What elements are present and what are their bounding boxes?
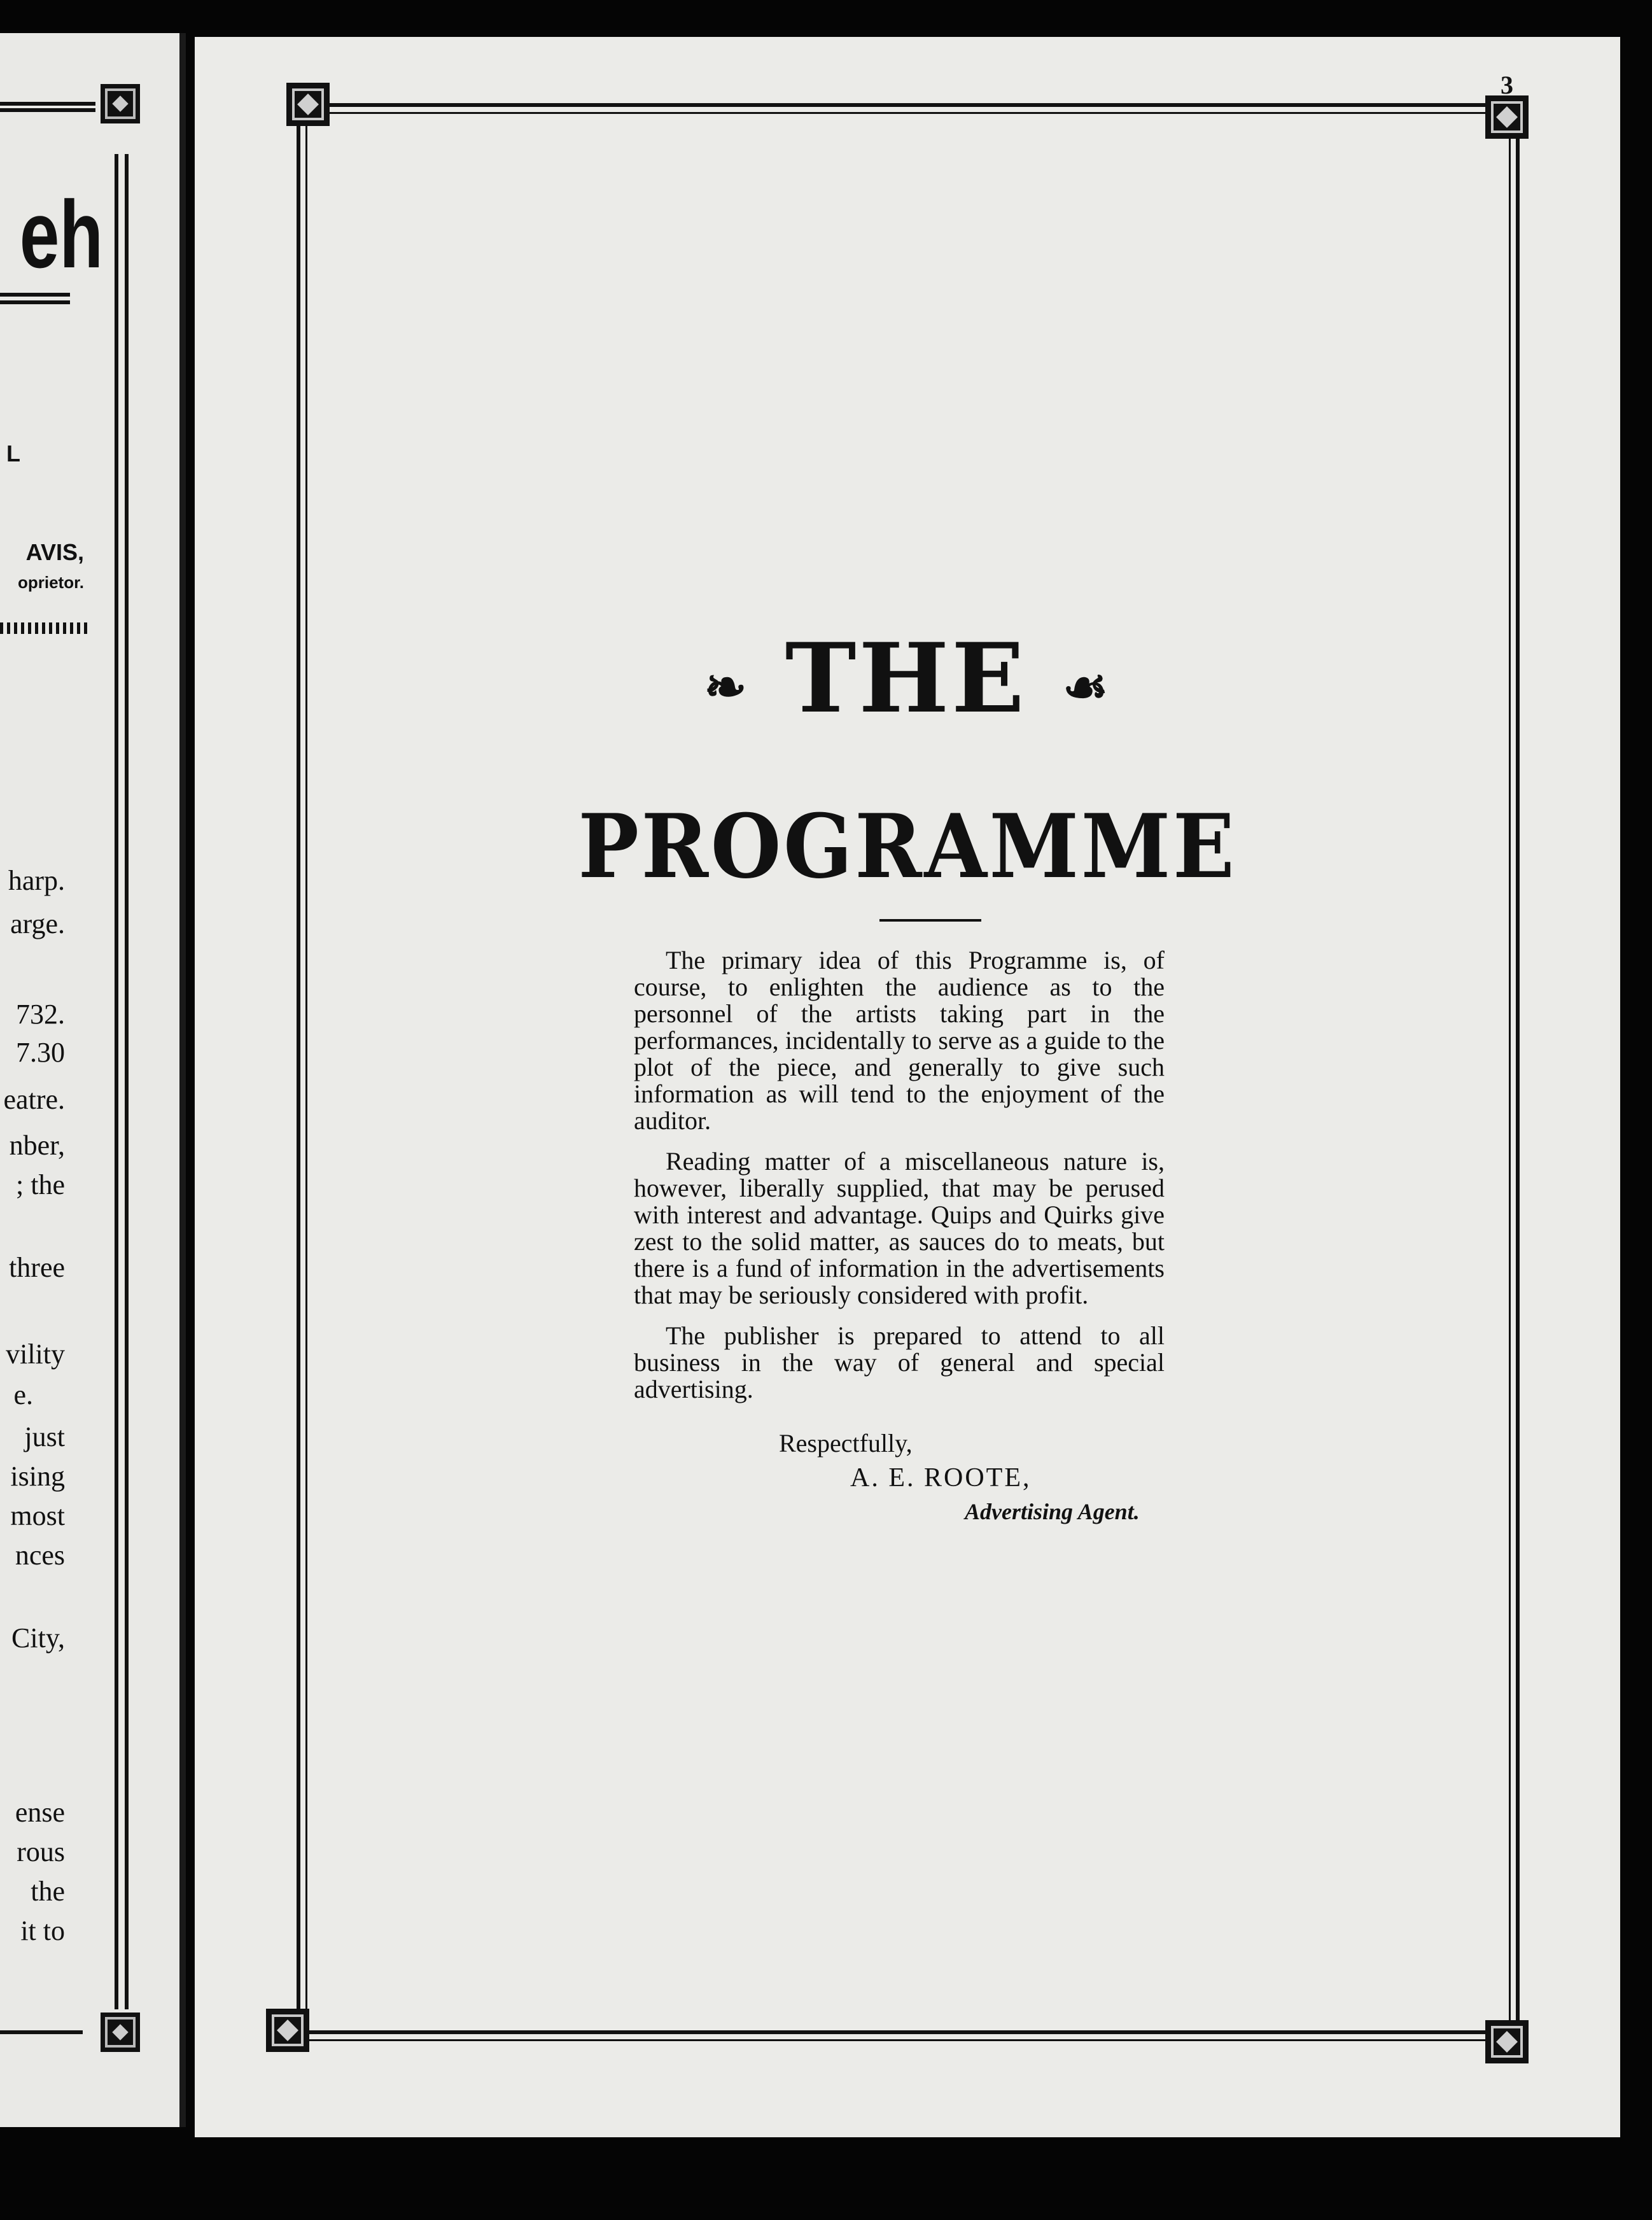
fragment-text: ising — [10, 1461, 65, 1492]
fragment-text: harp. — [8, 865, 65, 896]
fragment-text: 7.30 — [16, 1037, 65, 1068]
title-line-1 — [195, 622, 1620, 734]
fragment-text: ; the — [16, 1169, 65, 1200]
title-programme: PROGRAMME — [578, 794, 1237, 898]
previous-page-fragment — [0, 33, 186, 2127]
frame-rule-right — [125, 154, 129, 2009]
corner-ornament — [101, 2013, 140, 2052]
fragment-text: just — [24, 1421, 65, 1452]
frame-rule-left — [297, 126, 300, 2035]
corner-ornament — [266, 2009, 309, 2052]
fragment-text: 732. — [16, 999, 65, 1030]
title-divider — [879, 919, 981, 922]
fragment-text: vility — [6, 1338, 65, 1370]
fragment-text: three — [9, 1252, 65, 1283]
corner-ornament — [286, 83, 330, 126]
heading-underline — [0, 293, 70, 297]
fragment-text: arge. — [10, 908, 65, 939]
frame-rule-top — [307, 103, 1508, 107]
frame-rule-right — [1516, 126, 1520, 2035]
fragment-text: the — [31, 1876, 65, 1907]
paragraph: Reading matter of a miscellaneous nature is, however, liberally supplied, that may be perused with interest and advantage. Quips and Quirks give zest to the solid matter, as sauces do to meats, but there is a fund of information in the advertisements that may be seriously considered with profit. — [634, 1147, 1165, 1309]
fragment-text: it to — [20, 1915, 65, 1946]
frame-rule-bottom-inner — [307, 2039, 1508, 2041]
fragment-text: oprietor. — [17, 573, 84, 592]
title-the: THE — [785, 622, 1027, 734]
fragment-text: nces — [15, 1540, 65, 1571]
frame-rule-bottom — [307, 2030, 1508, 2034]
corner-ornament — [101, 84, 140, 123]
paragraph: The primary idea of this Programme is, of course, to enlighten the audience as to the personnel of the artists taking part in the performances, incidentally to serve as a guide to the plot of the piece, and generally to give such information as will tend to the enjoyment of the auditor. — [634, 946, 1165, 1135]
frame-rule-top-inner — [307, 112, 1508, 114]
dashed-divider — [0, 622, 90, 634]
frame-rule-left-inner — [305, 126, 307, 2035]
fragment-text: rous — [17, 1836, 65, 1867]
page-number: 3 — [1501, 71, 1513, 99]
fragment-text: most — [10, 1500, 65, 1531]
frame-rule-right-inner — [1509, 126, 1511, 2035]
paragraph: The publisher is prepared to attend to all business in the way of general and special advertising. — [634, 1321, 1165, 1403]
ornament-right-icon: ☙ — [1062, 657, 1111, 717]
frame-rule-bottom — [0, 2030, 83, 2034]
fragment-text: AVIS, — [25, 539, 84, 565]
frame-rule-top — [0, 102, 95, 106]
fragment-text: ense — [15, 1797, 65, 1828]
fragment-heading: eh — [19, 181, 103, 288]
fragment-text: L — [6, 440, 20, 467]
corner-ornament — [1485, 2020, 1529, 2063]
fragment-text: eatre. — [3, 1084, 65, 1115]
closing: Respectfully, — [779, 1429, 913, 1458]
programme-page — [195, 37, 1620, 2137]
body-text — [634, 947, 1165, 1417]
corner-ornament — [1485, 95, 1529, 139]
heading-underline — [0, 300, 70, 304]
ornament-left-icon: ❧ — [704, 657, 750, 717]
frame-rule-right-inner — [115, 154, 118, 2009]
fragment-text: nber, — [9, 1130, 65, 1161]
fragment-text: e. — [13, 1379, 33, 1410]
signature-title: Advertising Agent. — [965, 1499, 1140, 1524]
frame-rule-top-inner — [0, 108, 95, 112]
fragment-text: City, — [11, 1622, 65, 1654]
signature-name: A. E. ROOTE, — [850, 1463, 1032, 1493]
